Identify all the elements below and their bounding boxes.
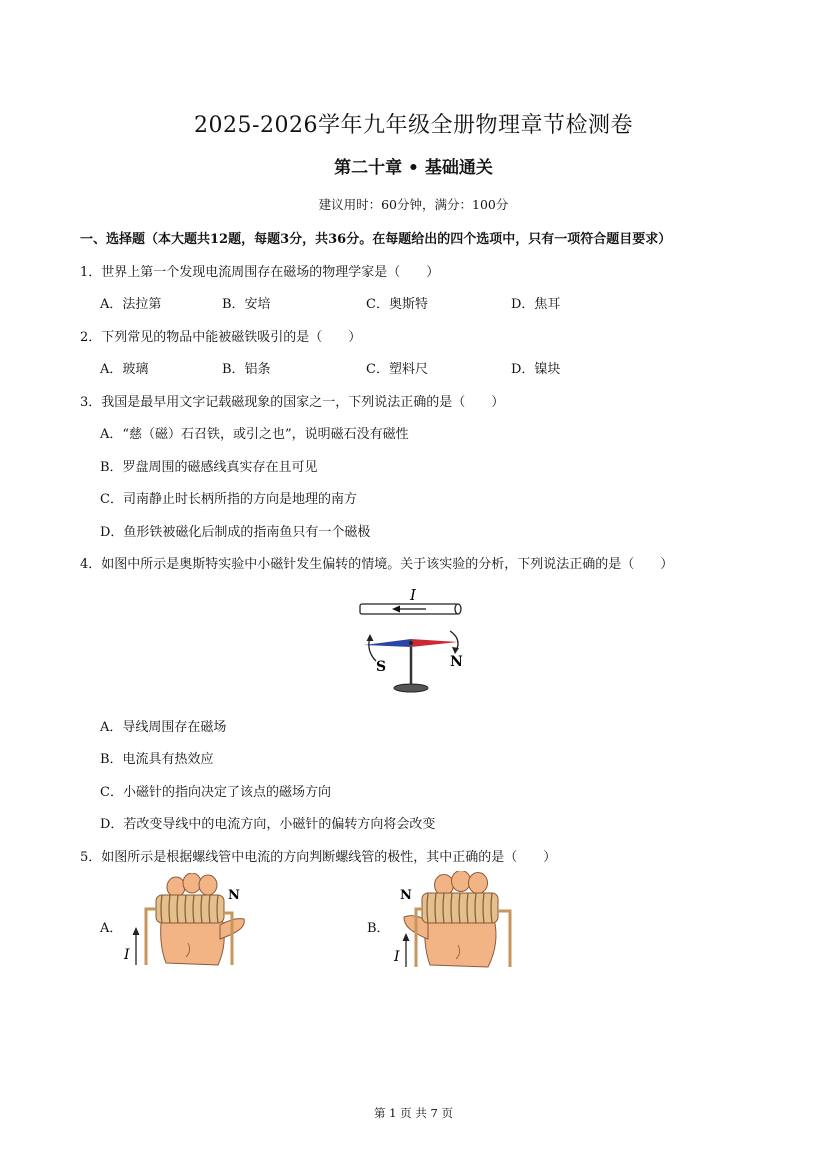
question-1-stem: 1．世界上第一个发现电流周围存在磁场的物理学家是（ ） [80, 265, 440, 280]
oersted-experiment-figure [352, 585, 472, 697]
question-1-option-a: A．法拉第 [100, 297, 162, 312]
south-deflection-arrowhead [367, 634, 374, 641]
section-heading: 一、选择题（本大题共12题，每题3分，共36分。在每题给出的四个选项中，只有一项符合题目要求） [80, 232, 672, 247]
question-2-option-a: A．玻璃 [100, 362, 149, 377]
north-pole-label: N [450, 654, 463, 670]
needle-pivot [409, 641, 413, 645]
current-label: I [410, 586, 416, 604]
lead-wire-left [146, 909, 156, 965]
current-arrowhead [403, 933, 410, 941]
finger [469, 873, 488, 894]
question-1-option-d: D．焦耳 [511, 297, 561, 312]
exam-info: 建议用时：60分钟，满分：100分 [318, 197, 509, 212]
question-5-option-a: A． [100, 921, 123, 936]
question-2-option-d: D．镍块 [511, 362, 561, 377]
needle-north-half [411, 639, 458, 647]
finger [199, 875, 217, 895]
question-3-option-b: B．罗盘周围的磁感线真实存在且可见 [100, 460, 318, 475]
question-5-stem: 5．如图所示是根据螺线管中电流的方向判断螺线管的极性，其中正确的是（ ） [80, 850, 557, 865]
question-2-option-c: C．塑料尺 [366, 362, 428, 377]
question-3-option-d: D．鱼形铁被磁化后制成的指南鱼只有一个磁极 [100, 525, 371, 540]
current-arrowhead [133, 927, 140, 935]
question-4-option-b: B．电流具有热效应 [100, 752, 214, 767]
question-2-option-b: B．铝条 [222, 362, 271, 377]
stand-base [394, 684, 428, 692]
solenoid-figure-a [122, 873, 254, 973]
question-3-option-c: C．司南静止时长柄所指的方向是地理的南方 [100, 492, 357, 507]
page-footer: 第 1 页 共 7 页 [374, 1106, 453, 1120]
south-pole-label: S [376, 659, 387, 675]
question-2-stem: 2．下列常见的物品中能被磁铁吸引的是（ ） [80, 330, 362, 345]
question-4-option-d: D．若改变导线中的电流方向，小磁针的偏转方向将会改变 [100, 817, 436, 832]
solenoid-figure-b [388, 871, 526, 975]
pole-label: N [228, 888, 240, 903]
question-1-option-b: B．安培 [222, 297, 271, 312]
lead-wire-right [498, 911, 510, 967]
pole-label: N [400, 888, 412, 903]
question-3-option-a: A．“慈（磁）石召铁，或引之也”，说明磁石没有磁性 [100, 427, 409, 442]
question-4-option-a: A．导线周围存在磁场 [100, 720, 227, 735]
finger [167, 877, 185, 897]
finger [183, 873, 201, 893]
question-5-option-b: B． [367, 921, 390, 936]
finger [452, 871, 471, 892]
question-1-option-c: C．奥斯特 [366, 297, 428, 312]
current-label: I [394, 949, 400, 965]
question-4-option-c: C．小磁针的指向决定了该点的磁场方向 [100, 785, 331, 800]
question-4-stem: 4．如图中所示是奥斯特实验中小磁针发生偏转的情境。关于该实验的分析，下列说法正确的是（ ） [80, 557, 674, 572]
solenoid-coil [156, 895, 224, 923]
current-label: I [124, 947, 130, 963]
wire-end [455, 604, 461, 614]
chapter-subtitle: 第二十章 • 基础通关 [334, 158, 493, 178]
page-title: 2025-2026学年九年级全册物理章节检测卷 [194, 113, 633, 138]
finger [435, 875, 454, 896]
question-3-stem: 3．我国是最早用文字记载磁现象的国家之一，下列说法正确的是（ ） [80, 395, 505, 410]
north-deflection-arrowhead [452, 647, 459, 654]
